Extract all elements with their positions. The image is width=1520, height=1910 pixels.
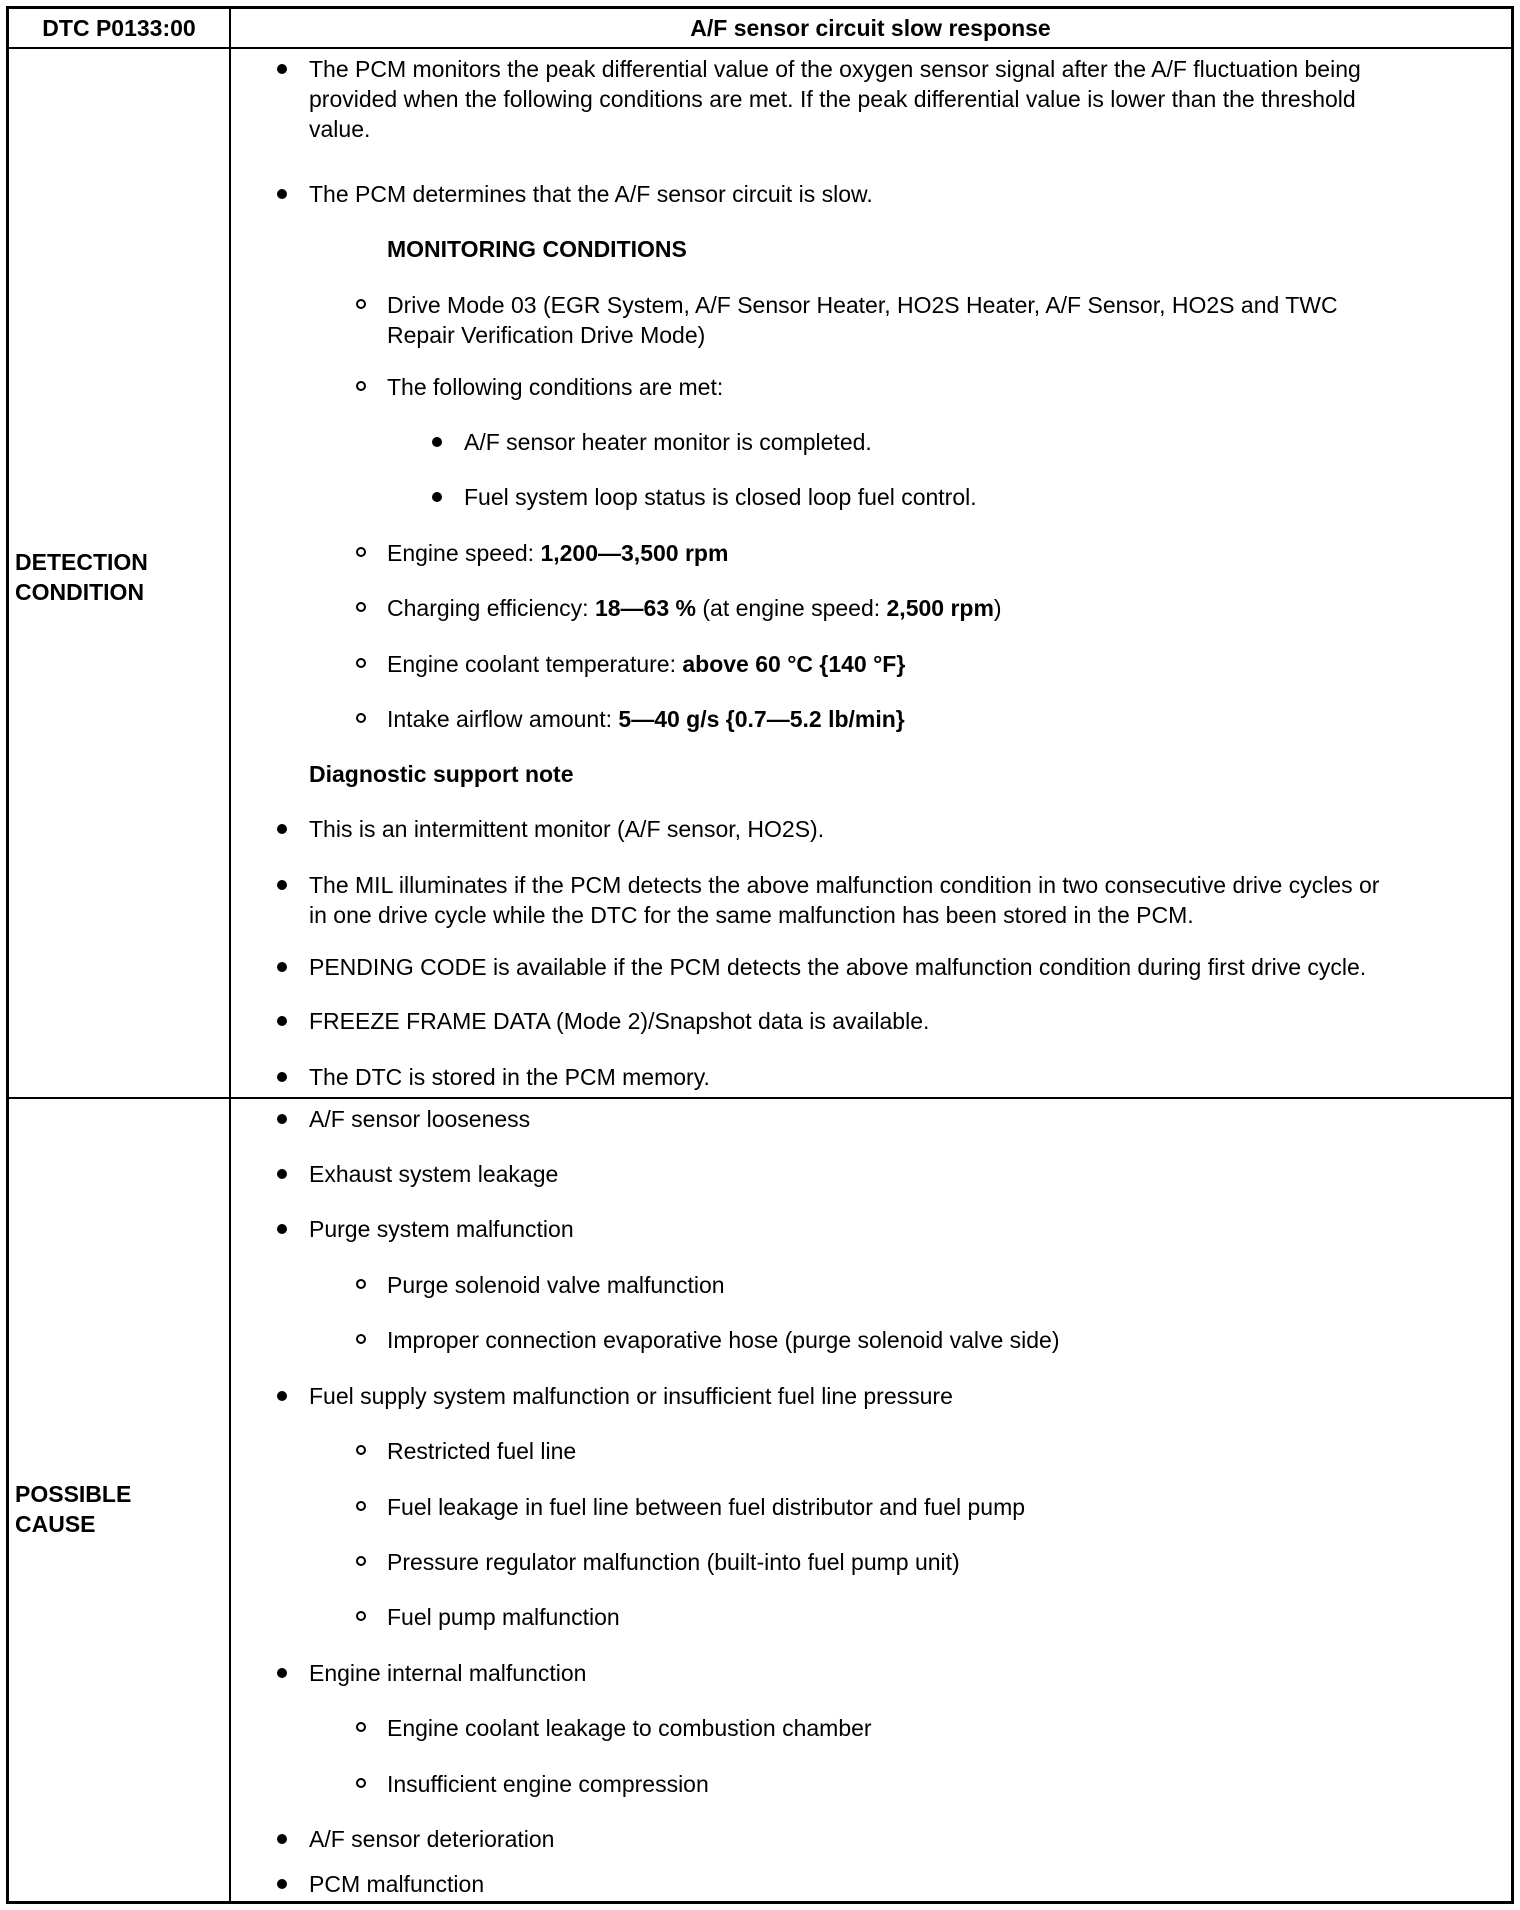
list-item: Insufficient engine compression bbox=[387, 1769, 709, 1799]
bullet-icon bbox=[277, 824, 287, 834]
list-item: Engine coolant leakage to combustion chamber bbox=[387, 1713, 872, 1743]
bullet-icon bbox=[277, 1114, 287, 1124]
dtc-table bbox=[6, 6, 1514, 1904]
bullet-icon bbox=[277, 962, 287, 972]
column-divider bbox=[229, 9, 231, 1901]
hollow-bullet-icon bbox=[356, 547, 366, 557]
monitoring-conditions-heading: MONITORING CONDITIONS bbox=[387, 236, 687, 262]
list-item: Restricted fuel line bbox=[387, 1436, 576, 1466]
list-item: Engine coolant temperature: above 60 °C {140 °F} bbox=[387, 649, 905, 679]
hollow-bullet-icon bbox=[356, 1556, 366, 1566]
bullet-icon bbox=[277, 189, 287, 199]
hollow-bullet-icon bbox=[356, 1279, 366, 1289]
list-item: Drive Mode 03 (EGR System, A/F Sensor Heater, HO2S Heater, A/F Sensor, HO2S and TWC Repair Verification Drive Mode) bbox=[387, 290, 1338, 350]
list-item: Pressure regulator malfunction (built-into fuel pump unit) bbox=[387, 1547, 960, 1577]
list-item: A/F sensor deterioration bbox=[309, 1824, 554, 1854]
list-item: The following conditions are met: bbox=[387, 372, 723, 402]
header-divider bbox=[9, 47, 1511, 49]
bullet-icon bbox=[277, 64, 287, 74]
list-item: Purge solenoid valve malfunction bbox=[387, 1270, 725, 1300]
dtc-title: A/F sensor circuit slow response bbox=[690, 14, 1051, 41]
list-item: PCM malfunction bbox=[309, 1869, 484, 1899]
bullet-icon bbox=[277, 1224, 287, 1234]
section-divider bbox=[9, 1097, 1511, 1099]
list-item: A/F sensor heater monitor is completed. bbox=[464, 427, 872, 457]
list-item: The DTC is stored in the PCM memory. bbox=[309, 1062, 710, 1092]
list-item: Engine internal malfunction bbox=[309, 1658, 586, 1688]
list-item: This is an intermittent monitor (A/F sensor, HO2S). bbox=[309, 814, 824, 844]
bullet-icon bbox=[277, 1072, 287, 1082]
list-item: Exhaust system leakage bbox=[309, 1159, 558, 1189]
list-item: The PCM determines that the A/F sensor circuit is slow. bbox=[309, 179, 873, 209]
list-item: Fuel system loop status is closed loop fuel control. bbox=[464, 482, 977, 512]
possible-cause-label: POSSIBLE CAUSE bbox=[15, 1481, 132, 1537]
hollow-bullet-icon bbox=[356, 1778, 366, 1788]
hollow-bullet-icon bbox=[356, 381, 366, 391]
hollow-bullet-icon bbox=[356, 299, 366, 309]
list-item: Fuel supply system malfunction or insufficient fuel line pressure bbox=[309, 1381, 953, 1411]
diagnostic-support-heading: Diagnostic support note bbox=[309, 761, 574, 787]
bullet-icon bbox=[277, 1169, 287, 1179]
list-item: The MIL illuminates if the PCM detects the above malfunction condition in two consecutive drive cycles or in one drive cycle while the DTC for the same malfunction has been stored in the PCM. bbox=[309, 870, 1379, 930]
list-item: FREEZE FRAME DATA (Mode 2)/Snapshot data is available. bbox=[309, 1006, 929, 1036]
hollow-bullet-icon bbox=[356, 658, 366, 668]
bullet-icon bbox=[277, 1668, 287, 1678]
detection-condition-label: DETECTION CONDITION bbox=[15, 549, 148, 605]
hollow-bullet-icon bbox=[356, 713, 366, 723]
bullet-icon bbox=[277, 1016, 287, 1026]
list-item: A/F sensor looseness bbox=[309, 1104, 530, 1134]
list-item: The PCM monitors the peak differential value of the oxygen sensor signal after the A/F fluctuation being provided when the following conditions are met. If the peak differential value is lower than the threshold value. bbox=[309, 54, 1361, 144]
bullet-icon bbox=[432, 492, 442, 502]
list-item: Purge system malfunction bbox=[309, 1214, 574, 1244]
dtc-code: DTC P0133:00 bbox=[42, 14, 196, 41]
list-item: PENDING CODE is available if the PCM detects the above malfunction condition during first drive cycle. bbox=[309, 952, 1366, 982]
bullet-icon bbox=[277, 1834, 287, 1844]
hollow-bullet-icon bbox=[356, 1501, 366, 1511]
list-item: Improper connection evaporative hose (purge solenoid valve side) bbox=[387, 1325, 1060, 1355]
hollow-bullet-icon bbox=[356, 1445, 366, 1455]
bullet-icon bbox=[432, 437, 442, 447]
list-item: Fuel pump malfunction bbox=[387, 1602, 620, 1632]
bullet-icon bbox=[277, 1879, 287, 1889]
bullet-icon bbox=[277, 880, 287, 890]
hollow-bullet-icon bbox=[356, 602, 366, 612]
list-item: Intake airflow amount: 5—40 g/s {0.7—5.2 lb/min} bbox=[387, 704, 905, 734]
list-item: Engine speed: 1,200—3,500 rpm bbox=[387, 538, 728, 568]
hollow-bullet-icon bbox=[356, 1334, 366, 1344]
list-item: Fuel leakage in fuel line between fuel distributor and fuel pump bbox=[387, 1492, 1025, 1522]
bullet-icon bbox=[277, 1391, 287, 1401]
list-item: Charging efficiency: 18—63 % (at engine speed: 2,500 rpm) bbox=[387, 593, 1002, 623]
hollow-bullet-icon bbox=[356, 1611, 366, 1621]
hollow-bullet-icon bbox=[356, 1722, 366, 1732]
